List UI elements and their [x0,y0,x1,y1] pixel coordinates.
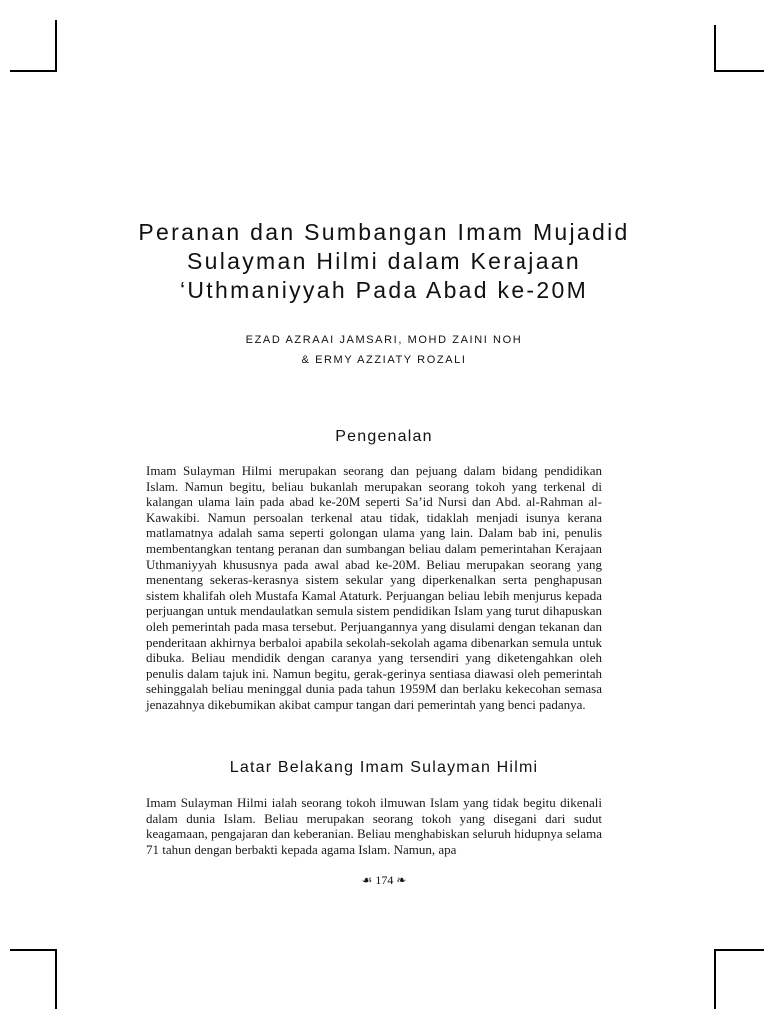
title-line-1: Peranan dan Sumbangan Imam Mujadid [138,219,630,245]
crop-mark-bottom-left-vertical [55,949,57,1009]
section-paragraph-latar-belakang: Imam Sulayman Hilmi ialah seorang tokoh ilmuwan Islam yang tidak begitu dikenali dalam dunia Islam. Beliau merupakan seorang tokoh yang disegani dari sudut keagamaan, pengajaran dan keberanian. Beliau menghabiskan seluruh hidupnya selama 71 tahun dengan berbakti kepada agama Islam. Namun, apa [146,795,602,857]
crop-mark-bottom-right-horizontal [714,949,764,951]
page-footer [60,873,708,888]
title-line-3: ‘Uthmaniyyah Pada Abad ke-20M [179,277,589,303]
crop-mark-top-right-horizontal [714,70,764,72]
crop-mark-top-left-vertical [55,20,57,72]
page-number: 174 [375,873,394,887]
author-line-2: & ERMY AZZIATY ROZALI [301,354,467,366]
crop-mark-top-right-vertical [714,25,716,72]
author-block [60,330,708,370]
ornament-right-icon: ❧ [396,873,407,887]
title-line-2: Sulayman Hilmi dalam Kerajaan [187,248,581,274]
crop-mark-top-left-horizontal [10,70,56,72]
crop-mark-bottom-left-horizontal [10,949,56,951]
section-paragraph-pengenalan: Imam Sulayman Hilmi merupakan seorang dan pejuang dalam bidang pendidikan Islam. Namun begitu, beliau bukanlah merupakan seorang tokoh yang terkenal di kalangan ulama lain pada abad ke-20M seperti Sa’id Nursi dan Abd. al-Rahman al-Kawakibi. Namun persoalan terkenal atau tidak, tidaklah menjadi isunya kerana matlamatnya adalah sama seperti golongan ulama yang lain. Dalam bab ini, penulis membentangkan tentang peranan dan sumbangan beliau dalam pemerintahan Kerajaan Uthmaniyyah khususnya pada awal abad ke-20M. Beliau merupakan seorang yang menentang sekeras-kerasnya sistem sekular yang diperkenalkan serta penghapusan sistem khalifah oleh Mustafa Kamal Ataturk. Perjuangan beliau lebih menjurus kepada perjuangan untuk mendaulatkan semula sistem pendidikan Islam yang turut dihapuskan oleh pemerintah pada masa tersebut. Perjuangannya yang disulami dengan tekanan dan penderitaan akhirnya berbaloi apabila sekolah-sekolah agama dibenarkan semula untuk dibuka. Beliau mendidik dengan caranya yang tersendiri yang diketengahkan oleh penulis dalam tajuk ini. Namun begitu, gerak-gerinya sentiasa diawasi oleh pemerintah sehinggalah beliau meninggal dunia pada tahun 1959M dan berlaku kekecohan semasa jenazahnya dikebumikan akibat campur tangan dari pemerintah yang benci padanya. [146,463,602,712]
section-heading-latar-belakang: Latar Belakang Imam Sulayman Hilmi [229,759,539,776]
ornament-left-icon: ☙ [361,873,373,887]
section-heading-pengenalan: Pengenalan [335,428,433,445]
article-title [60,218,708,305]
crop-mark-bottom-right-vertical [714,949,716,1009]
author-line-1: EZAD AZRAAI JAMSARI, MOHD ZAINI NOH [245,334,523,346]
